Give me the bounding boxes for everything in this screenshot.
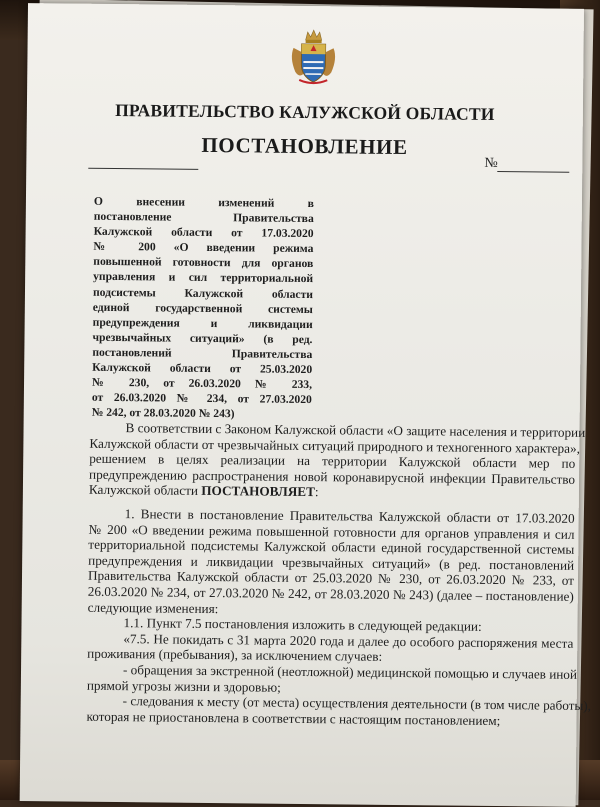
government-title: ПРАВИТЕЛЬСТВО КАЛУЖСКОЙ ОБЛАСТИ	[115, 100, 495, 124]
heading-line: постановление Правительства	[93, 209, 314, 226]
number-sign: №	[484, 155, 498, 172]
heading-line: О внесении изменений в	[93, 194, 314, 211]
resolution-body	[86, 506, 592, 729]
date-blank-line	[88, 154, 198, 170]
heading-line: постановлений Правительства	[92, 345, 313, 362]
preamble-prefix: Калужской области	[88, 482, 199, 499]
coat-of-arms-icon	[289, 28, 338, 86]
heading-line: № 200 «О введении режима	[93, 240, 314, 256]
paragraph-line: № 200 «О введении режима повышенной готовности для органов управления и сил	[88, 521, 575, 542]
paragraph-line: проживания (пребывания), за исключением случаев:	[87, 646, 383, 665]
paragraph-line: 1. Внести в постановление Правительства Калужской области от 17.03.2020	[124, 506, 575, 526]
paragraph-line: прямой угрозы жизни и здоровью;	[86, 677, 281, 695]
preamble-line: предупреждению распространения новой коронавирусной инфекции Правительство	[89, 466, 576, 487]
paragraph-line: Правительства Калужской области от 25.03.2020 № 230, от 26.03.2020 № 233, от	[87, 568, 575, 589]
document-page	[20, 3, 592, 807]
number-blank-line	[498, 159, 570, 173]
document-type-title: ПОСТАНОВЛЕНИЕ	[201, 132, 408, 160]
heading-line: от 26.03.2020 № 234, от 27.03.2020	[91, 390, 312, 407]
preamble	[88, 420, 586, 503]
heading-line: чрезвычайных ситуаций» (в ред.	[92, 330, 313, 346]
heading-line: Калужской области от 17.03.2020	[93, 224, 314, 241]
heading-line: единой государственной системы	[92, 300, 313, 316]
document-number-field	[484, 156, 570, 173]
resolves-keyword: ПОСТАНОВЛЯЕТ	[201, 483, 316, 500]
heading-line: № 242, от 28.03.2020 № 243)	[91, 406, 235, 421]
paragraph-line: - обращения за экстренной (неотложной) медицинской помощью и случаев иной	[122, 662, 578, 682]
paragraph-line: - следования к месту (от места) осуществления деятельности (в том числе работы),	[122, 693, 592, 714]
heading-line: повышенной готовности для органов	[93, 255, 314, 271]
paragraph-line: предупреждения и ликвидации чрезвычайных ситуаций» (в ред. постановлений	[88, 552, 575, 573]
heading-line: № 230, от 26.03.2020 № 233,	[91, 375, 313, 392]
preamble-suffix: :	[314, 484, 319, 500]
preamble-line: Калужской области от чрезвычайных ситуаций природного и техногенного характера»,	[89, 435, 581, 456]
paragraph-line: территориальной подсистемы Калужской области единой государственной системы	[88, 536, 575, 558]
paragraph-line: следующие изменения:	[87, 599, 219, 616]
paragraph-line: 26.03.2020 № 234, от 27.03.2020 № 242, от 28.03.2020 № 243) (далее – постановление)	[87, 583, 574, 604]
paragraph-line: «7.5. Не покидать с 31 марта 2020 года и далее до особого распоряжения места	[123, 630, 574, 651]
heading-line: Калужской области от 25.03.2020	[92, 360, 313, 377]
heading-line: управления и сил территориальной	[93, 270, 314, 286]
paragraph-line: 1.1. Пункт 7.5 постановления изложить в следующей редакции:	[123, 615, 482, 635]
preamble-line: В соответствии с Законом Калужской области «О защите населения и территории	[125, 420, 586, 440]
paragraph-line: которая не приостановлена в соответствии с настоящим постановлением;	[86, 708, 501, 728]
heading-line: подсистемы Калужской области	[92, 285, 314, 301]
heading-line: предупреждения и ликвидации	[92, 315, 313, 331]
document-heading	[92, 194, 314, 423]
preamble-line: решением в целях реализации на территории Калужской области мер по	[89, 450, 576, 472]
